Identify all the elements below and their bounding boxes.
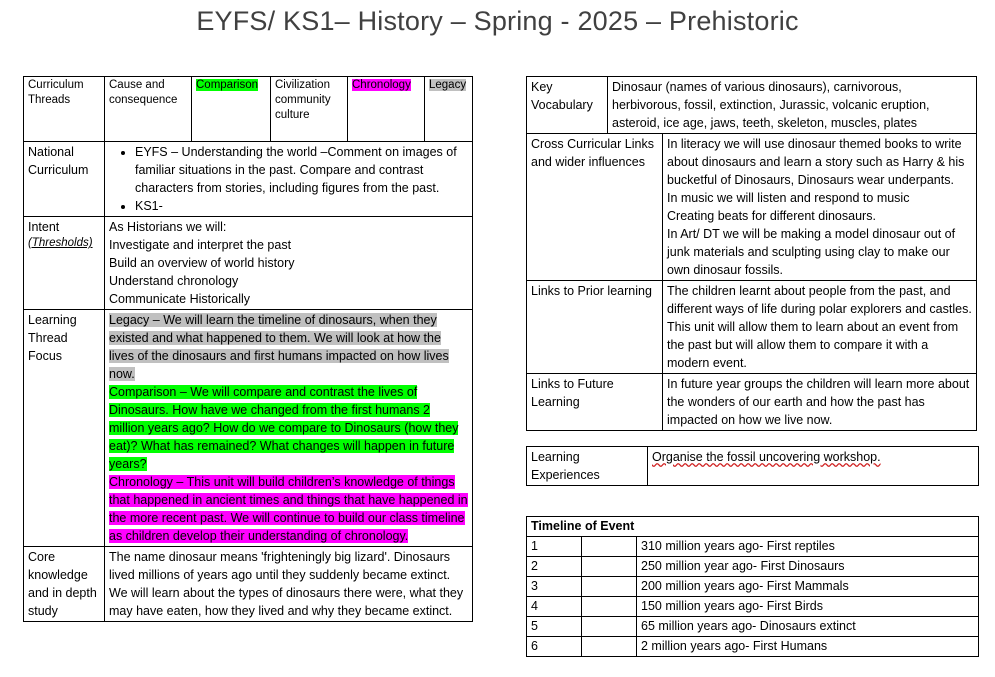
threads-cells (105, 77, 473, 142)
cross-line: Creating beats for different dinosaurs. (667, 209, 876, 223)
timeline-event: 150 million years ago- First Birds (637, 597, 979, 617)
timeline-number: 2 (527, 557, 582, 577)
future-learning-label: Links to Future Learning (527, 374, 663, 431)
timeline-number: 4 (527, 597, 582, 617)
intent-row (24, 217, 473, 310)
learning-thread-label: Learning Thread Focus (24, 310, 105, 547)
cross-curricular-content (663, 134, 977, 281)
experiences-table (526, 446, 979, 486)
intent-line: Investigate and interpret the past (109, 238, 292, 252)
timeline-event: 65 million years ago- Dinosaurs extinct (637, 617, 979, 637)
learning-thread-row (24, 310, 473, 547)
future-learning-content: In future year groups the children will learn more about the wonders of our earth and how the past has impacted on how we live now. (663, 374, 977, 431)
timeline-event: 310 million years ago- First reptiles (637, 537, 979, 557)
intent-thresholds: (Thresholds) (28, 237, 93, 249)
thread-comparison: Comparison (192, 77, 271, 141)
timeline-row (527, 537, 979, 557)
vocab-table (526, 76, 977, 134)
timeline-spacer (582, 597, 637, 617)
thread-civilization: Civilization community culture (271, 77, 348, 141)
prior-learning-label: Links to Prior learning (527, 281, 663, 374)
nc-eyfs: • EYFS – Understanding the world –Comment on images of familiar situations in the past. Compare and contrast characters from stories, including figures from the past. (135, 143, 468, 197)
key-vocab-label: Key Vocabulary (527, 77, 608, 134)
national-curriculum-row (24, 142, 473, 217)
cross-curricular-row (527, 134, 977, 281)
chronology-focus: Chronology – This unit will build children’s knowledge of things that happened in ancient times and things that have happened in the more recent past. We will continue to build our class timeline as children develop their understanding of chronology. (109, 475, 468, 543)
future-learning-row (527, 374, 977, 431)
prior-learning-content: The children learnt about people from the past, and different ways of life during polar explorers and castles. This unit will allow them to learn about an event from the past but will allow them to compare it with a modern event. (663, 281, 977, 374)
timeline-event: 2 million years ago- First Humans (637, 637, 979, 657)
intent-content (105, 217, 473, 310)
experiences-content: Organise the fossil uncovering workshop. (648, 447, 979, 486)
legacy-focus: Legacy – We will learn the timeline of dinosaurs, when they existed and what happened to them. We will look at how the lives of the dinosaurs and first humans impacted on how lives now. (109, 313, 449, 381)
timeline-row (527, 617, 979, 637)
key-vocab-content: Dinosaur (names of various dinosaurs), carnivorous, herbivorous, fossil, extinction, Jurassic, volcanic eruption, asteroid, ice age, jaws, teeth, skeleton, muscles, plates (608, 77, 977, 134)
cross-line: In Art/ DT we will be making a model dinosaur out of junk materials and sculpting using clay to make our own dinosaur fossils. (667, 227, 956, 277)
experiences-label: Learning Experiences (527, 447, 648, 486)
thread-chronology: Chronology (348, 77, 425, 141)
intent-label-cell (24, 217, 105, 310)
timeline-row (527, 577, 979, 597)
timeline-spacer (582, 577, 637, 597)
learning-thread-content (105, 310, 473, 547)
timeline-event: 200 million years ago- First Mammals (637, 577, 979, 597)
timeline-spacer (582, 637, 637, 657)
prior-learning-row (527, 281, 977, 374)
timeline-spacer (582, 617, 637, 637)
timeline-row (527, 557, 979, 577)
cross-line: In literacy we will use dinosaur themed books to write about dinosaurs and learn a story such as Harry & his bucketful of Dinosaurs, Dinosaurs wear underpants. (667, 137, 965, 187)
page-title: EYFS/ KS1– History – Spring - 2025 – Prehistoric (196, 6, 799, 36)
core-knowledge-content: The name dinosaur means 'frighteningly big lizard'. Dinosaurs lived millions of years ago until they suddenly became extinct. We will learn about the types of dinosaurs there were, what they may have eaten, how they lived and why they became extinct. (105, 547, 473, 622)
curriculum-table (23, 76, 473, 622)
timeline-number: 3 (527, 577, 582, 597)
timeline-spacer (582, 537, 637, 557)
timeline-row (527, 637, 979, 657)
nc-ks1: • KS1- (135, 197, 468, 215)
cross-line: In music we will listen and respond to music (667, 191, 910, 205)
national-curriculum-label: National Curriculum (24, 142, 105, 217)
intent-label: Intent (28, 220, 60, 234)
thread-legacy: Legacy (425, 77, 473, 141)
timeline-row (527, 597, 979, 617)
threads-label: Curriculum Threads (24, 77, 105, 142)
core-knowledge-label: Core knowledge and in depth study (24, 547, 105, 622)
threads-row (24, 77, 473, 142)
timeline-heading: Timeline of Event (527, 517, 979, 537)
national-curriculum-content (105, 142, 473, 217)
timeline-spacer (582, 557, 637, 577)
intent-line: As Historians we will: (109, 220, 227, 234)
timeline-number: 6 (527, 637, 582, 657)
intent-line: Communicate Historically (109, 292, 251, 306)
timeline-table (526, 516, 979, 657)
timeline-number: 5 (527, 617, 582, 637)
cross-curricular-label: Cross Curricular Links and wider influences (527, 134, 663, 281)
thread-cause: Cause and consequence (105, 77, 192, 141)
intent-line: Understand chronology (109, 274, 239, 288)
comparison-focus: Comparison – We will compare and contrast the lives of Dinosaurs. How have we changed from the first humans 2 million years ago? How do we compare to Dinosaurs (how they eat)? What has remained? What changes will happen in future years? (109, 385, 459, 471)
timeline-number: 1 (527, 537, 582, 557)
core-knowledge-row (24, 547, 473, 622)
intent-line: Build an overview of world history (109, 256, 295, 270)
timeline-event: 250 million year ago- First Dinosaurs (637, 557, 979, 577)
links-table (526, 133, 977, 431)
